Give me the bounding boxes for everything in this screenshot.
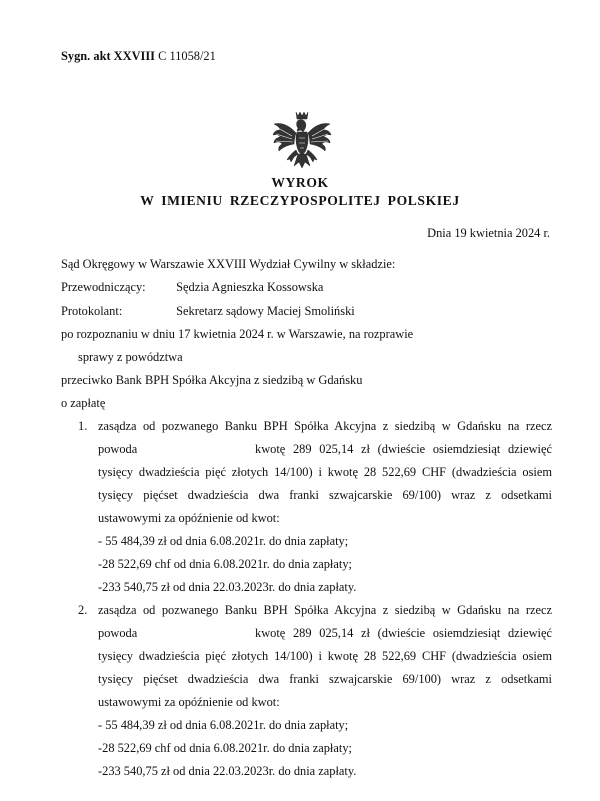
- case-about: o zapłatę: [61, 396, 106, 410]
- item-line: -28 522,69 chf od dnia 6.08.2021r. do dnia zapłaty;: [98, 741, 352, 755]
- chair-label: Przewodniczący:: [61, 280, 146, 294]
- item-line: -233 540,75 zł od dnia 22.03.2023r. do dnia zapłaty.: [98, 580, 357, 594]
- court-composition: Sąd Okręgowy w Warszawie XXVIII Wydział Cywilny w składzie:: [61, 257, 396, 271]
- clerk-value: Sekretarz sądowy Maciej Smoliński: [176, 304, 355, 318]
- item-line-amount: kwotę 289 025,14 zł (dwieście osiemdziesiąt dziewięć: [255, 442, 552, 456]
- judgment-subtitle: W IMIENIU RZECZYPOSPOLITEJ POLSKIEJ: [140, 193, 460, 208]
- hearing-line: po rozpoznaniu w dniu 17 kwietnia 2024 r. w Warszawie, na rozprawie: [61, 327, 414, 341]
- chair-row: [61, 280, 551, 295]
- item-line: zasądza od pozwanego Banku BPH Spółka Akcyjna z siedzibą w Gdańsku na rzecz: [98, 603, 552, 617]
- item-line: tysięcy pięćset dwadzieścia dwa franki szwajcarskie 69/100) wraz z odsetkami: [98, 672, 552, 686]
- item-line: ustawowymi za opóźnienie od kwot:: [98, 511, 280, 525]
- item-line: ustawowymi za opóźnienie od kwot:: [98, 695, 280, 709]
- item-line: - 55 484,39 zł od dnia 6.08.2021r. do dnia zapłaty;: [98, 718, 349, 732]
- item-line: tysięcy pięćset dwadzieścia dwa franki szwajcarskie 69/100) wraz z odsetkami: [98, 488, 552, 502]
- item-line: -233 540,75 zł od dnia 22.03.2023r. do dnia zapłaty.: [98, 764, 357, 778]
- item-number: 2.: [78, 603, 88, 617]
- case-from: sprawy z powództwa: [78, 350, 183, 364]
- item-line-amount: kwotę 289 025,14 zł (dwieście osiemdziesiąt dziewięć: [255, 626, 552, 640]
- chair-value: Sędzia Agnieszka Kossowska: [176, 280, 324, 294]
- clerk-label: Protokolant:: [61, 304, 123, 318]
- item-number: 1.: [78, 419, 88, 433]
- item-line: tysięcy dwadzieścia pięć złotych 14/100) i kwotę 28 522,69 CHF (dwadzieścia osiem: [98, 465, 552, 479]
- item-line-powoda: powoda: [98, 442, 138, 456]
- judgment-date: Dnia 19 kwietnia 2024 r.: [427, 226, 550, 240]
- item-line-powoda: powoda: [98, 626, 138, 640]
- polish-eagle-emblem-icon: [270, 108, 334, 174]
- case-against: przeciwko Bank BPH Spółka Akcyjna z siedzibą w Gdańsku: [61, 373, 363, 387]
- item-line: tysięcy dwadzieścia pięć złotych 14/100) i kwotę 28 522,69 CHF (dwadzieścia osiem: [98, 649, 552, 663]
- item-line: -28 522,69 chf od dnia 6.08.2021r. do dnia zapłaty;: [98, 557, 352, 571]
- item-line: - 55 484,39 zł od dnia 6.08.2021r. do dnia zapłaty;: [98, 534, 349, 548]
- case-signature: [61, 49, 216, 64]
- clerk-row: [61, 304, 551, 319]
- case-signature-value: C 11058/21: [158, 49, 216, 63]
- case-signature-label: Sygn. akt XXVIII: [61, 49, 155, 63]
- item-line: zasądza od pozwanego Banku BPH Spółka Akcyjna z siedzibą w Gdańsku na rzecz: [98, 419, 552, 433]
- judgment-title: WYROK: [271, 175, 329, 190]
